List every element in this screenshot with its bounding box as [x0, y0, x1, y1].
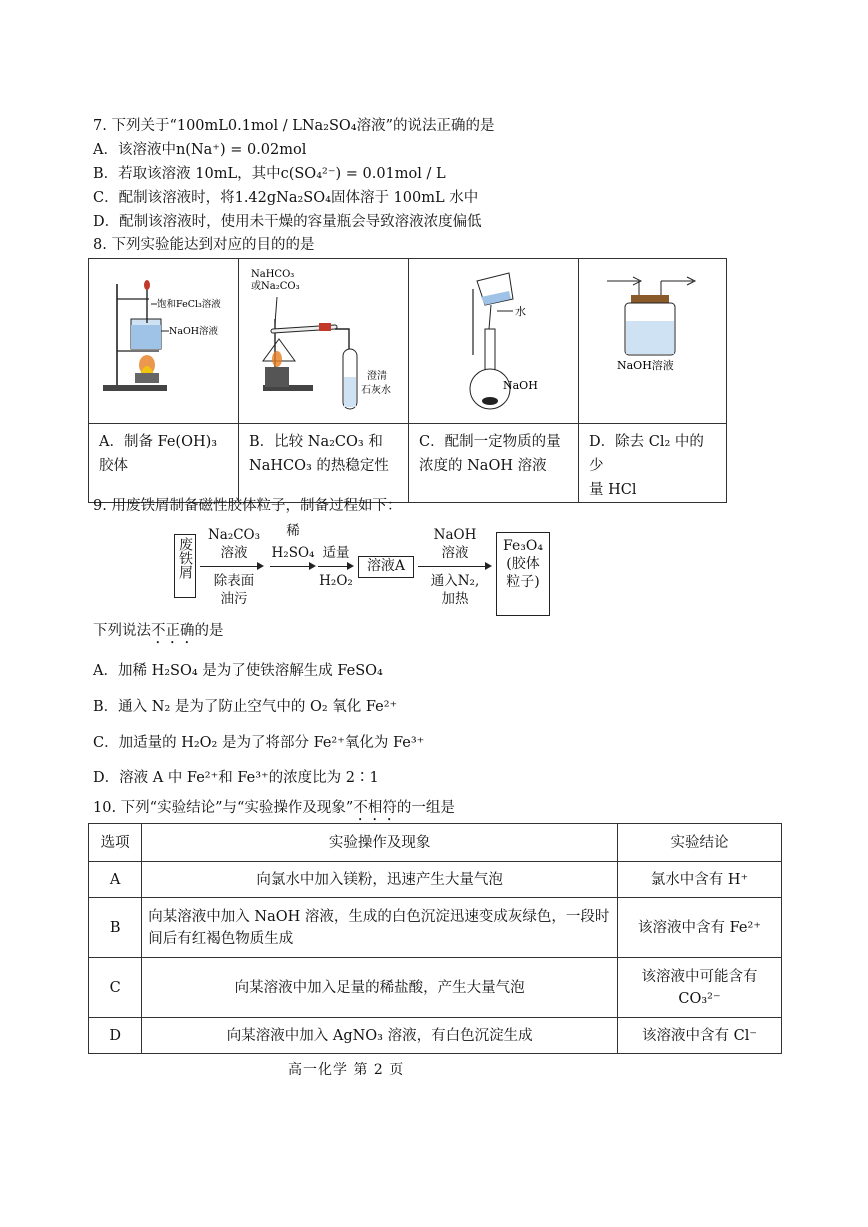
q7-option-c: C．配制该溶液时，将1.42gNa₂SO₄固体溶于 100mL 水中: [93, 190, 479, 206]
table-row: C 向某溶液中加入足量的稀盐酸，产生大量气泡 该溶液中可能含有 CO₃²⁻: [89, 958, 782, 1018]
table-row: B 向某溶液中加入 NaOH 溶液，生成的白色沉淀迅速变成灰绿色，一段时间后有红褐色物质生成 该溶液中含有 Fe²⁺: [89, 898, 782, 958]
flow-step3-bottom: H₂O₂: [319, 573, 353, 589]
flow-step1-bottom: 除表面: [213, 573, 255, 589]
q8-experiment-table: [88, 258, 727, 503]
fig-a-fecl3-label: 饱和FeCl₃溶液: [157, 299, 221, 310]
q9-option-a: A．加稀 H₂SO₄ 是为了使铁溶解生成 FeSO₄: [93, 663, 383, 679]
gas-washing-bottle-icon: [579, 259, 726, 419]
q10-table: [88, 823, 782, 1054]
fig-a-naoh-label: NaOH溶液: [169, 326, 219, 337]
q7-option-a: A．该溶液中n(Na⁺) = 0.02mol: [93, 142, 307, 158]
flow-end-box: Fe₃O₄ (胶体 粒子): [496, 532, 550, 616]
flow-step1-top2: 溶液: [220, 545, 248, 561]
q10-stem: 10. 下列“实验结论”与“实验操作及现象”不相符的一组是: [93, 800, 455, 816]
volumetric-flask-icon: [409, 259, 578, 419]
flow-step2-top2: H₂SO₄: [271, 545, 315, 561]
q8-figure-b: [239, 259, 409, 424]
fig-b-label-3: 澄清: [367, 371, 387, 382]
q8-stem: 8. 下列实验能达到对应的目的的是: [93, 237, 315, 253]
flow-step4-bottom2: 加热: [441, 591, 469, 607]
q8-figure-a: [89, 259, 239, 424]
flow-step2-top: 稀: [286, 523, 300, 539]
fig-b-label-4: 石灰水: [361, 385, 391, 396]
fig-b-label-1: NaHCO₃: [251, 269, 295, 280]
header-operation: 实验操作及现象: [142, 824, 618, 862]
q7-stem: 7. 下列关于“100mL0.1mol / LNa₂SO₄溶液”的说法正确的是: [93, 118, 495, 134]
q8-figure-d: [579, 259, 727, 424]
table-header-row: [89, 824, 782, 862]
flow-start-box: 废铁屑: [174, 534, 196, 598]
flow-step4-top: NaOH: [433, 527, 477, 543]
table-row: A 向氯水中加入镁粉，迅速产生大量气泡 氯水中含有 H⁺: [89, 862, 782, 898]
q8-caption-a: A．制备 Fe(OH)₃ 胶体: [89, 424, 239, 503]
flow-step4-top2: 溶液: [441, 545, 469, 561]
flow-step4-bottom: 通入N₂,: [430, 573, 480, 589]
flow-step1-bottom2: 油污: [220, 591, 248, 607]
q7-option-d: D．配制该溶液时，使用未干燥的容量瓶会导致溶液浓度偏低: [93, 214, 482, 230]
q9-question: 下列说法不正确的是: [93, 623, 224, 639]
q9-option-c: C．加适量的 H₂O₂ 是为了将部分 Fe²⁺氧化为 Fe³⁺: [93, 735, 425, 751]
flow-step1-top: Na₂CO₃: [207, 527, 261, 543]
q8-caption-d: D．除去 Cl₂ 中的少 量 HCl: [579, 424, 727, 503]
fig-c-water-label: 水: [515, 305, 526, 318]
q7-option-b: B．若取该溶液 10mL，其中c(SO₄²⁻) = 0.01mol / L: [93, 166, 446, 182]
flow-step3-top: 适量: [322, 545, 350, 561]
table-row: D 向某溶液中加入 AgNO₃ 溶液，有白色沉淀生成 该溶液中含有 Cl⁻: [89, 1018, 782, 1054]
flow-arrow-2: [270, 566, 314, 567]
q9-option-d: D．溶液 A 中 Fe²⁺和 Fe³⁺的浓度比为 2∶1: [93, 770, 379, 786]
q9-stem: 9. 用废铁屑制备磁性胶体粒子，制备过程如下：: [93, 498, 402, 514]
fig-d-naoh-label: NaOH溶液: [617, 359, 674, 372]
fig-b-label-2: 或Na₂CO₃: [251, 281, 300, 292]
flow-arrow-1: [200, 566, 262, 567]
header-conclusion: 实验结论: [618, 824, 782, 862]
q8-caption-b: B．比较 Na₂CO₃ 和 NaHCO₃ 的热稳定性: [239, 424, 409, 503]
q9-option-b: B．通入 N₂ 是为了防止空气中的 O₂ 氧化 Fe²⁺: [93, 699, 398, 715]
thermal-stability-apparatus-icon: [239, 259, 408, 419]
q8-caption-c: C．配制一定物质的量 浓度的 NaOH 溶液: [409, 424, 579, 503]
q9-flowchart: [170, 522, 560, 622]
flow-solution-a-box: 溶液A: [358, 556, 414, 578]
page-footer: 高一化学 第 2 页: [288, 1062, 405, 1078]
header-option: 选项: [89, 824, 142, 862]
flow-arrow-4: [418, 566, 490, 567]
flow-arrow-3: [318, 566, 352, 567]
fig-c-naoh-label: NaOH: [503, 379, 538, 392]
q8-figure-c: [409, 259, 579, 424]
fe-oh3-colloid-apparatus-icon: [89, 259, 238, 419]
